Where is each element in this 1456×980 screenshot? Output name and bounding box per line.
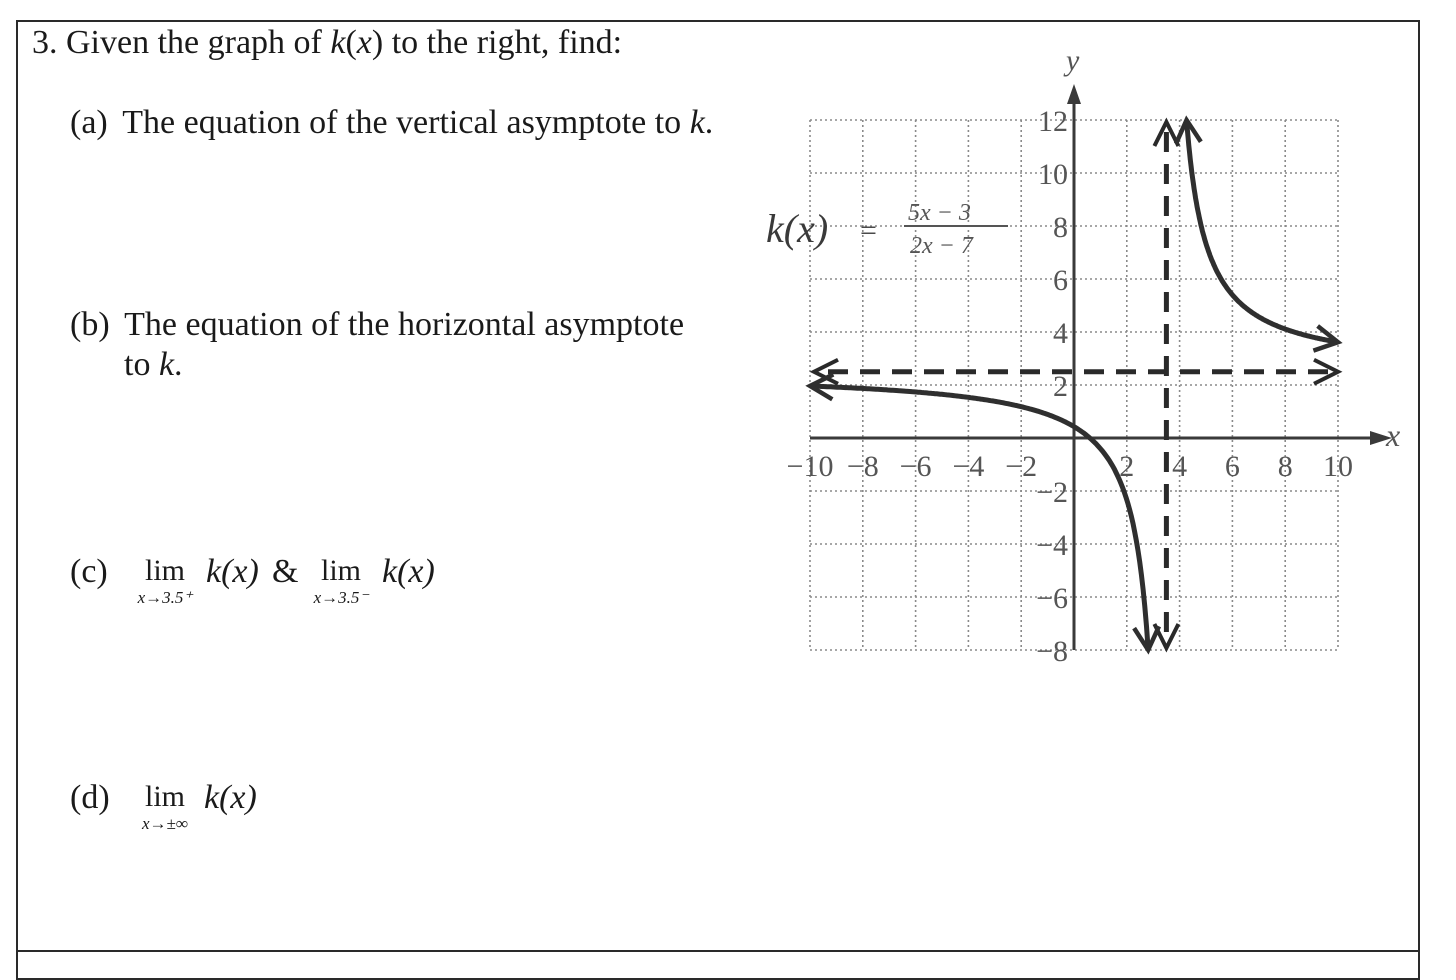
y-tick-label: 8	[1053, 211, 1068, 244]
x-tick-label: −8	[846, 450, 879, 483]
y-tick-label: −4	[1036, 529, 1068, 562]
part-d-label: (d)	[70, 779, 110, 816]
part-c-lim-word-2: lim	[320, 554, 361, 587]
x-axis-label: x	[1386, 417, 1401, 453]
part-c-sub-2: x→3.5⁻	[313, 588, 369, 607]
part-c-label: (c)	[70, 553, 108, 590]
part-c-sub-1: x→3.5⁺	[137, 588, 193, 607]
x-tick-label: −6	[899, 450, 932, 483]
part-a-fn: k	[689, 104, 705, 141]
part-c-expr-1: k(x)	[206, 553, 259, 590]
y-tick-label: −8	[1036, 635, 1068, 668]
y-axis-arrow	[1067, 84, 1081, 104]
question-var: x	[356, 24, 372, 61]
formula	[766, 200, 1008, 259]
axes	[810, 84, 1392, 650]
part-b-fn: k	[158, 346, 175, 383]
question-header: 3. Given the graph of k(x) to the right, find:	[32, 24, 623, 61]
formula-lhs: k(x)	[766, 206, 829, 251]
formula-eq: =	[860, 214, 877, 247]
part-b-line1: The equation of the horizontal asymptote	[124, 306, 685, 343]
part-a-end: .	[704, 104, 714, 141]
x-tick-label: 6	[1224, 450, 1240, 483]
right-branch	[1187, 120, 1339, 342]
formula-denominator: 2x − 7	[910, 233, 973, 259]
part-d-sub: x→±∞	[142, 814, 188, 833]
x-tick-label: 2	[1119, 450, 1135, 483]
x-tick-label: −10	[786, 450, 834, 483]
part-c-ampersand: &	[272, 553, 299, 590]
formula-numerator: 5x − 3	[908, 200, 971, 226]
x-tick-label: 10	[1323, 450, 1353, 483]
y-tick-label: −2	[1036, 476, 1068, 509]
x-tick-label: 4	[1172, 450, 1188, 483]
left-branch	[810, 386, 1148, 650]
y-tick-label: 2	[1053, 370, 1068, 403]
x-tick-label: −4	[952, 450, 985, 483]
y-axis-label: y	[1066, 44, 1080, 77]
part-b-line2-pre: to	[124, 346, 159, 383]
y-tick-label: 10	[1038, 158, 1068, 191]
y-tick-label: −6	[1036, 582, 1068, 615]
question-intro-post: to the right, find:	[383, 24, 623, 61]
question-fn: k	[330, 24, 346, 61]
part-b-label: (b)	[70, 306, 110, 343]
part-c-expr-2: k(x)	[382, 553, 435, 590]
part-c-lim-word-1: lim	[144, 554, 185, 587]
x-tick-label: 8	[1277, 450, 1293, 483]
part-d-expr: k(x)	[204, 779, 257, 816]
x-tick-label: −2	[1005, 450, 1038, 483]
question-intro-pre: Given the graph of	[66, 24, 331, 61]
y-tick-label: 6	[1053, 264, 1068, 297]
part-d-lim-word: lim	[144, 780, 185, 813]
part-b-end: .	[174, 346, 183, 383]
y-tick-label: 4	[1053, 317, 1068, 350]
part-a-text: The equation of the vertical asymptote to	[122, 104, 690, 141]
y-tick-label: 12	[1038, 105, 1068, 138]
part-a-label: (a)	[70, 104, 108, 141]
question-number: 3.	[32, 24, 58, 61]
